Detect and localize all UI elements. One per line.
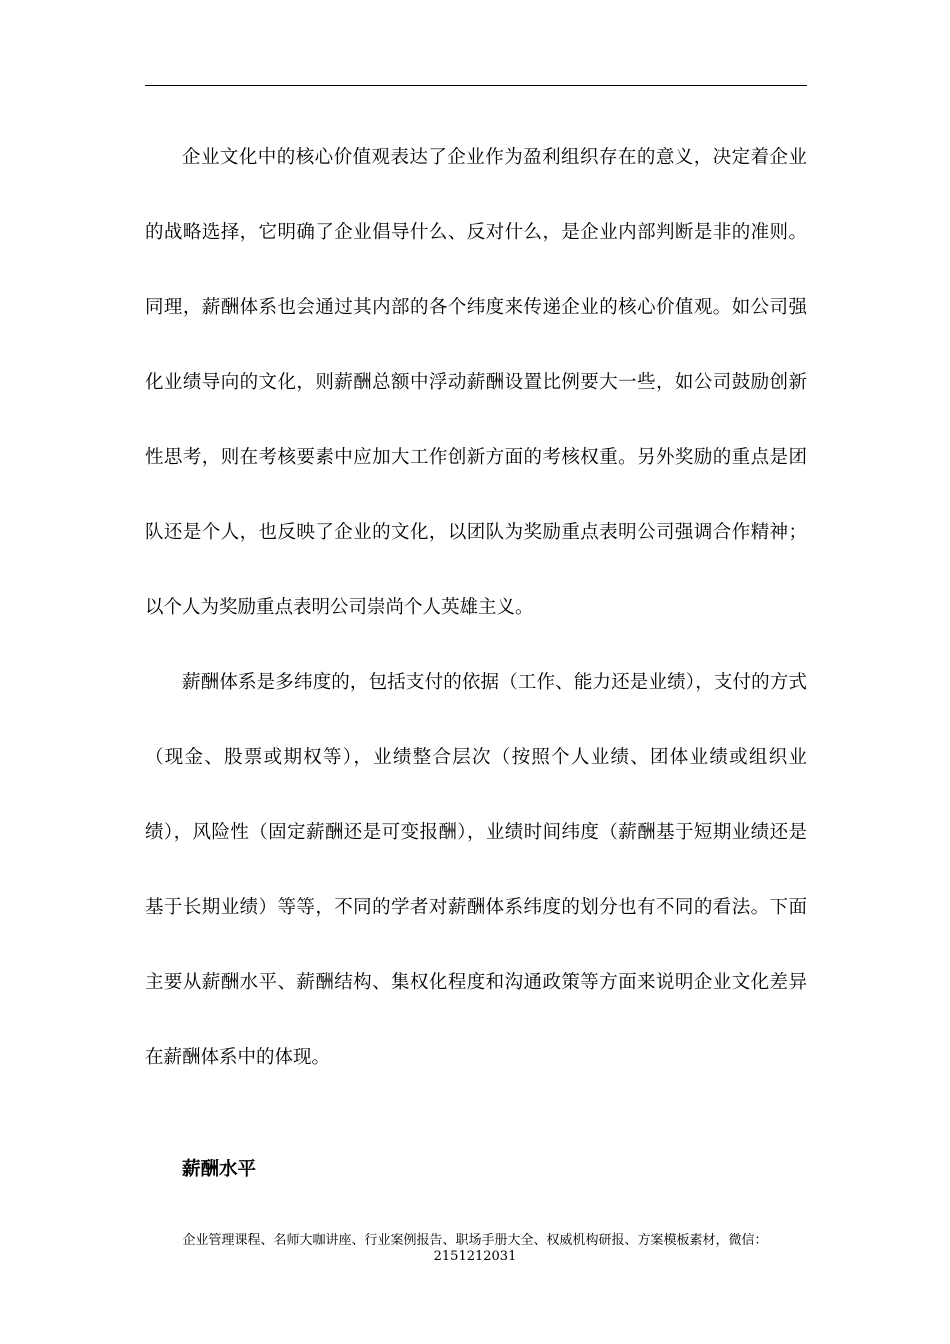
header-rule bbox=[145, 85, 807, 86]
document-body bbox=[145, 120, 807, 1095]
paragraph-compensation-dimensions: 薪酬体系是多纬度的，包括支付的依据（工作、能力还是业绩），支付的方式（现金、股票或期权等），业绩整合层次（按照个人业绩、团体业绩或组织业绩），风险性（固定薪酬还是可变报酬），业绩时间纬度（薪酬基于短期业绩还是基于长期业绩）等等，不同的学者对薪酬体系纬度的划分也有不同的看法。下面主要从薪酬水平、薪酬结构、集权化程度和沟通政策等方面来说明企业文化差异在薪酬体系中的体现。 bbox=[145, 672, 807, 1068]
footer-line-2: 2151212031 bbox=[433, 1249, 517, 1264]
footer-line-1: 企业管理课程、名师大咖讲座、行业案例报告、职场手册大全、权威机构研报、方案模板素材，微信： bbox=[182, 1233, 768, 1248]
section-heading: 薪酬水平 bbox=[182, 1159, 257, 1180]
page-footer bbox=[120, 1233, 830, 1265]
paragraph-core-values: 企业文化中的核心价值观表达了企业作为盈利组织存在的意义，决定着企业的战略选择，它明确了企业倡导什么、反对什么，是企业内部判断是非的准则。同理，薪酬体系也会通过其内部的各个纬度来传递企业的核心价值观。如公司强化业绩导向的文化，则薪酬总额中浮动薪酬设置比例要大一些，如公司鼓励创新性思考，则在考核要素中应加大工作创新方面的考核权重。另外奖励的重点是团队还是个人，也反映了企业的文化，以团队为奖励重点表明公司强调合作精神；以个人为奖励重点表明公司崇尚个人英雄主义。 bbox=[145, 147, 807, 618]
